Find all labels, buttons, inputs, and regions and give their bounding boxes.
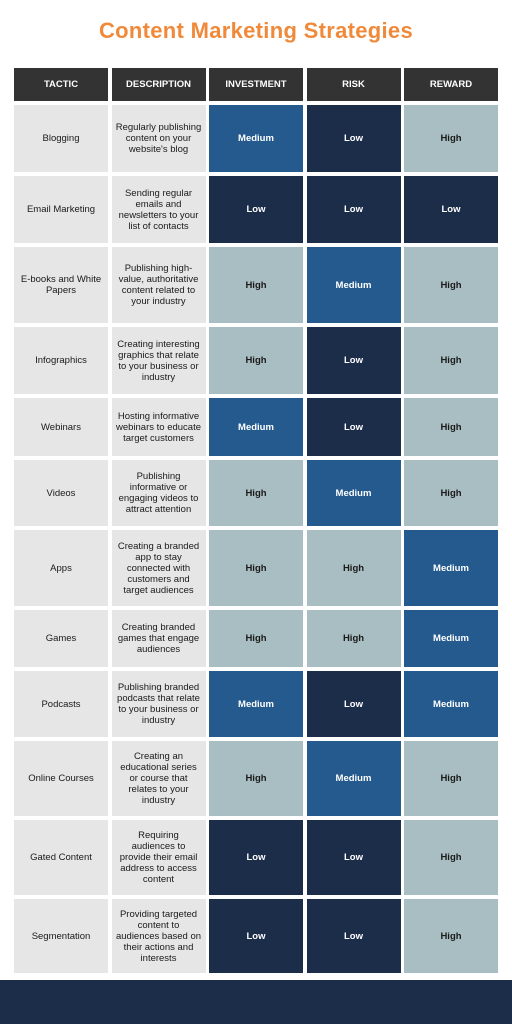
cell-investment: High — [209, 530, 303, 606]
strategy-table — [14, 68, 498, 973]
cell-tactic: Online Courses — [14, 741, 108, 816]
cell-description: Publishing informative or engaging videos to attract attention — [112, 460, 206, 526]
cell-reward: Low — [404, 176, 498, 243]
cell-tactic: Videos — [14, 460, 108, 526]
footer-bar — [0, 980, 512, 1024]
cell-reward: High — [404, 105, 498, 172]
cell-risk: Medium — [307, 741, 401, 816]
header-reward: REWARD — [404, 68, 498, 101]
cell-reward: High — [404, 327, 498, 394]
header-description: DESCRIPTION — [112, 68, 206, 101]
cell-reward: High — [404, 899, 498, 973]
cell-risk: High — [307, 610, 401, 667]
cell-tactic: Gated Content — [14, 820, 108, 895]
cell-investment: Low — [209, 820, 303, 895]
cell-tactic: Podcasts — [14, 671, 108, 737]
cell-description: Creating a branded app to stay connected with customers and target audiences — [112, 530, 206, 606]
cell-tactic: Webinars — [14, 398, 108, 456]
cell-description: Regularly publishing content on your website's blog — [112, 105, 206, 172]
cell-investment: High — [209, 610, 303, 667]
cell-investment: Low — [209, 176, 303, 243]
cell-risk: Low — [307, 327, 401, 394]
cell-tactic: Apps — [14, 530, 108, 606]
cell-reward: High — [404, 460, 498, 526]
header-risk: RISK — [307, 68, 401, 101]
page-title: Content Marketing Strategies — [98, 18, 413, 43]
cell-reward: High — [404, 741, 498, 816]
cell-risk: High — [307, 530, 401, 606]
cell-investment: High — [209, 741, 303, 816]
cell-tactic: Blogging — [14, 105, 108, 172]
cell-tactic: E-books and White Papers — [14, 247, 108, 323]
cell-reward: Medium — [404, 610, 498, 667]
cell-risk: Low — [307, 105, 401, 172]
cell-risk: Low — [307, 176, 401, 243]
cell-description: Hosting informative webinars to educate target customers — [112, 398, 206, 456]
cell-reward: High — [404, 398, 498, 456]
cell-reward: High — [404, 820, 498, 895]
cell-risk: Low — [307, 820, 401, 895]
cell-investment: High — [209, 327, 303, 394]
cell-description: Creating an educational series or course that relates to your industry — [112, 741, 206, 816]
cell-description: Publishing branded podcasts that relate to your business or industry — [112, 671, 206, 737]
cell-investment: High — [209, 460, 303, 526]
cell-description: Sending regular emails and newsletters to your list of contacts — [112, 176, 206, 243]
cell-description: Creating branded games that engage audiences — [112, 610, 206, 667]
cell-reward: High — [404, 247, 498, 323]
cell-reward: Medium — [404, 671, 498, 737]
cell-investment: High — [209, 247, 303, 323]
cell-risk: Low — [307, 899, 401, 973]
header-investment: INVESTMENT — [209, 68, 303, 101]
cell-risk: Low — [307, 398, 401, 456]
cell-description: Providing targeted content to audiences based on their actions and interests — [112, 899, 206, 973]
header-tactic: TACTIC — [14, 68, 108, 101]
cell-tactic: Games — [14, 610, 108, 667]
cell-risk: Medium — [307, 247, 401, 323]
cell-investment: Medium — [209, 105, 303, 172]
cell-description: Creating interesting graphics that relate to your business or industry — [112, 327, 206, 394]
cell-description: Publishing high-value, authoritative content related to your industry — [112, 247, 206, 323]
cell-tactic: Segmentation — [14, 899, 108, 973]
cell-risk: Medium — [307, 460, 401, 526]
cell-investment: Medium — [209, 671, 303, 737]
cell-investment: Low — [209, 899, 303, 973]
cell-reward: Medium — [404, 530, 498, 606]
cell-tactic: Email Marketing — [14, 176, 108, 243]
cell-investment: Medium — [209, 398, 303, 456]
cell-risk: Low — [307, 671, 401, 737]
cell-tactic: Infographics — [14, 327, 108, 394]
cell-description: Requiring audiences to provide their email address to access content — [112, 820, 206, 895]
